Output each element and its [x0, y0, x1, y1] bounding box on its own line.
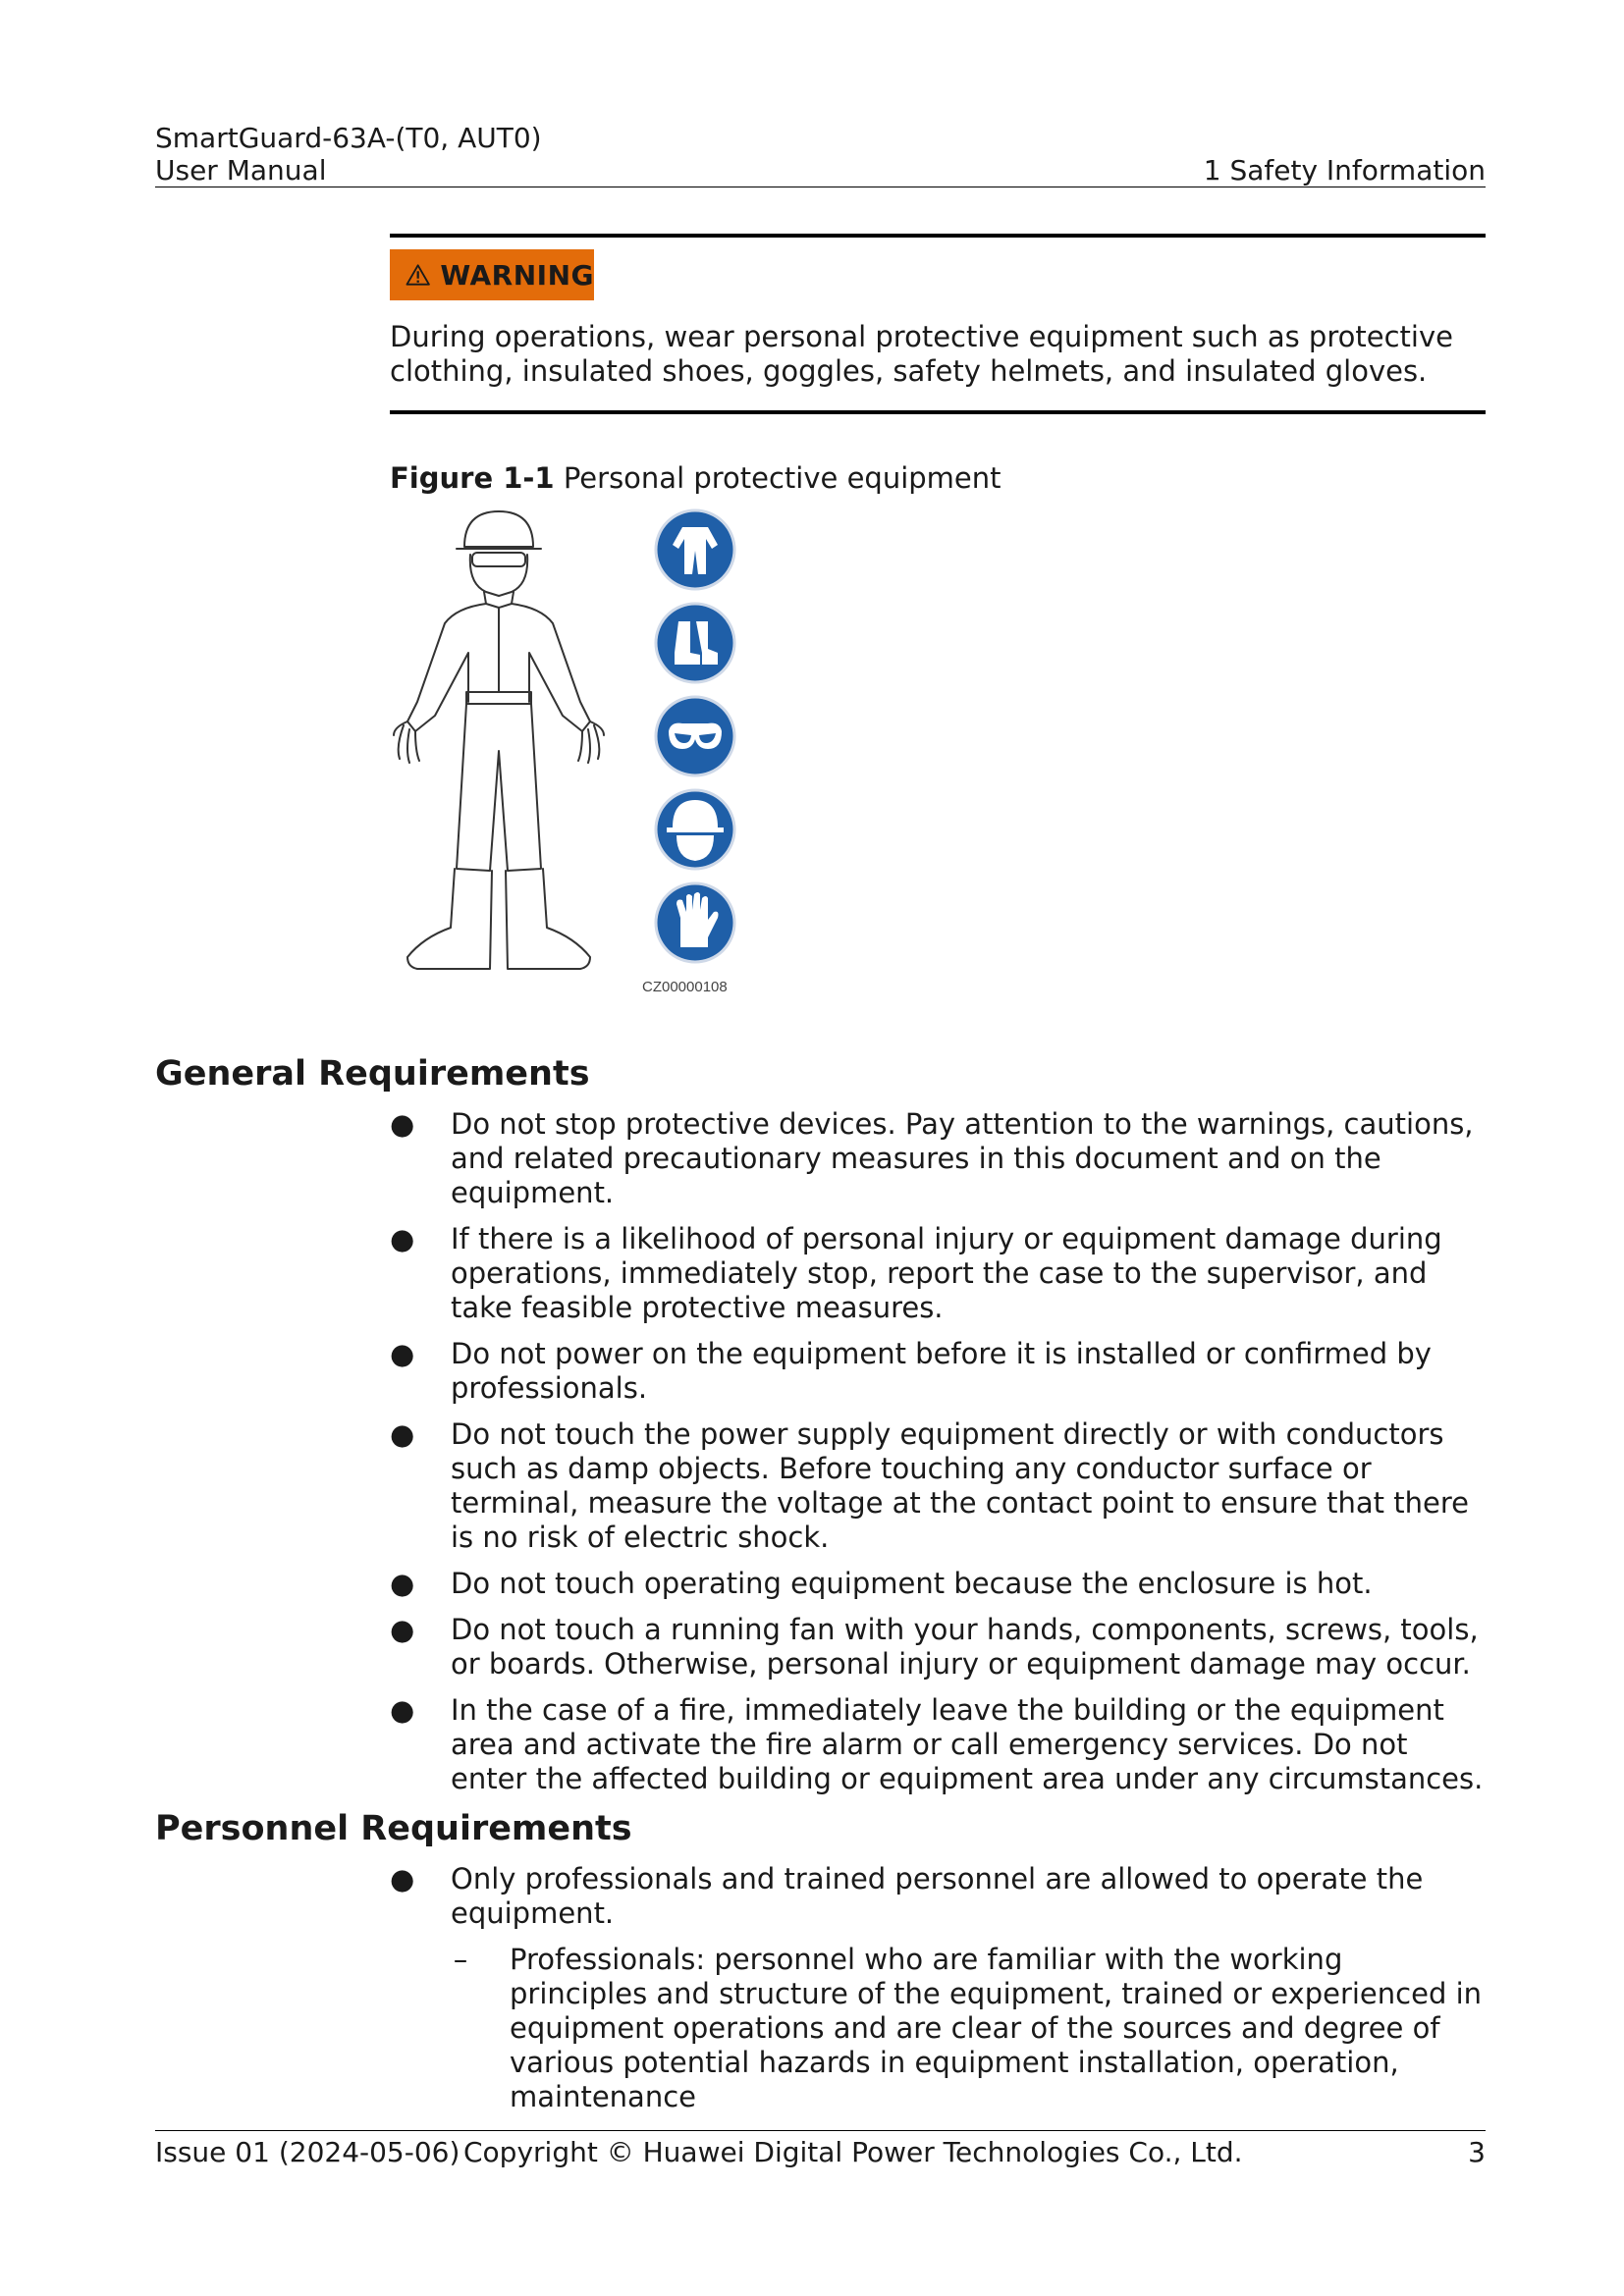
header-chapter: 1 Safety Information: [1203, 154, 1486, 187]
figure-number: Figure 1-1: [390, 461, 555, 495]
worker-figure: [394, 511, 604, 969]
safety-helmet-icon: [656, 790, 734, 869]
footer-issue: Issue 01 (2024-05-06): [155, 2136, 460, 2168]
warning-bottom-rule: [390, 410, 1486, 414]
footer-rule: [155, 2130, 1486, 2131]
figure-title: Personal protective equipment: [563, 461, 1001, 495]
header-doc-type: User Manual: [155, 154, 327, 187]
list-item: ● If there is a likelihood of personal injury or equipment damage during operations, immediately stop, report the case to the supervisor, and take feasible protective measures.: [390, 1222, 1442, 1324]
general-requirements-title: General Requirements: [155, 1054, 590, 1094]
warning-text: During operations, wear personal protective equipment such as protective clothing, insulated shoes, goggles, safety helmets, and insulated gloves.: [390, 320, 1453, 388]
personnel-sublist: [451, 1943, 1485, 2114]
footer-copyright: Copyright © Huawei Digital Power Technologies Co., Ltd.: [463, 2136, 1243, 2168]
warning-top-rule: [390, 234, 1486, 238]
personnel-requirements-title: Personnel Requirements: [155, 1809, 632, 1848]
figure-caption: [390, 461, 1001, 496]
ppe-illustration: [388, 506, 761, 1006]
header-product: SmartGuard-63A-(T0, AUT0): [155, 122, 542, 154]
personnel-requirements-list: [390, 1862, 1485, 2126]
figure-code: CZ00000108: [642, 979, 728, 995]
list-item: ● Do not touch the power supply equipment directly or with conductors such as damp objects. Before touching any conductor surface or terminal, measure the voltage at the contact point to ensure that there is no risk of electric shock.: [390, 1417, 1469, 1554]
list-item: ● Do not touch a running fan with your hands, components, screws, tools, or boards. Otherwise, personal injury or equipment damage may occur.: [390, 1613, 1479, 1681]
sub-list-item: – Professionals: personnel who are familiar with the working principles and structure of the equipment, trained or experienced in equipment operations and are clear of the sources and degree of various potential hazards in equipment installation, operation, maintenance: [453, 1943, 1483, 2113]
list-item: ● In the case of a fire, immediately leave the building or the equipment area and activate the fire alarm or call emergency services. Do not enter the affected building or equipment area under any circumstances.: [390, 1693, 1484, 1795]
list-item: ● Do not touch operating equipment because the enclosure is hot.: [390, 1567, 1373, 1600]
warning-label: WARNING: [440, 258, 594, 292]
goggles-icon: [656, 697, 734, 775]
footer-page-number: 3: [1468, 2136, 1486, 2168]
warning-triangle-icon: [406, 260, 430, 290]
insulated-boots-icon: [656, 604, 734, 682]
insulated-gloves-icon: [656, 883, 734, 962]
list-item: ● Do not stop protective devices. Pay attention to the warnings, cautions, and related precautionary measures in this document and on the equipment.: [390, 1107, 1474, 1209]
warning-badge: [390, 249, 594, 300]
general-requirements-list: [390, 1107, 1485, 1808]
protective-clothing-icon: [656, 510, 734, 589]
list-item: ● Only professionals and trained personnel are allowed to operate the equipment. – Professionals: personnel who are familiar with the working principles and structure of the equipment, trained or experienced in equipment operations and are clear of the sources and degree of various potential hazards in equipment installation, operation, maintenance: [390, 1862, 1485, 2114]
list-item: ● Do not power on the equipment before it is installed or confirmed by professionals.: [390, 1337, 1432, 1405]
